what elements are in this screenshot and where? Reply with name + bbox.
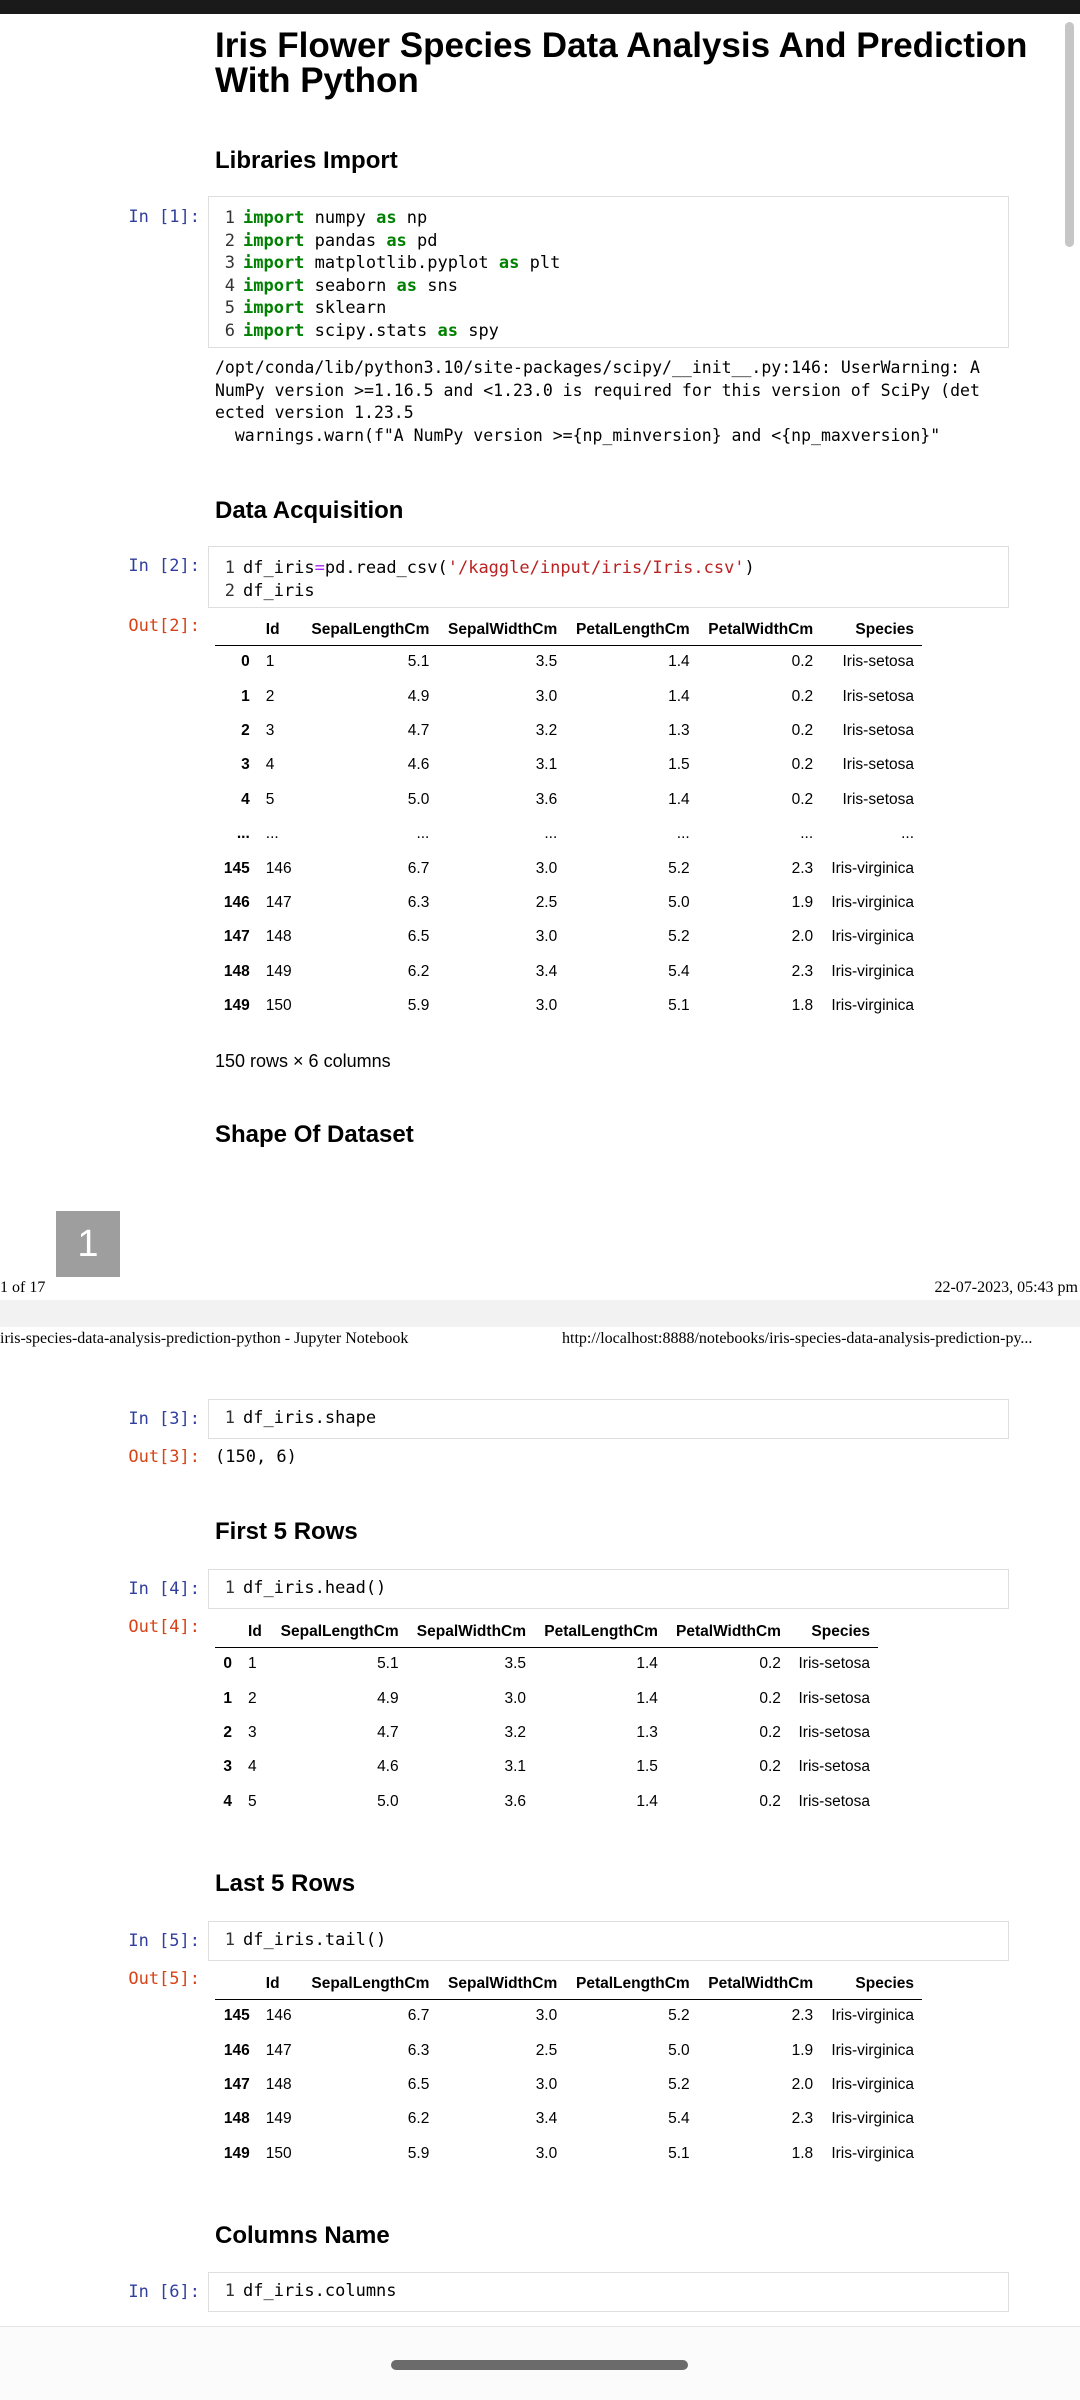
table-cell: 147 [265, 893, 292, 911]
row-index: 4 [223, 1792, 233, 1810]
line-number: 1 [224, 2281, 235, 2301]
table-cell: 3.2 [535, 721, 558, 739]
table-cell: 3.4 [535, 962, 558, 980]
row-index: 146 [223, 893, 250, 911]
table-cell: 4.6 [407, 756, 430, 774]
table-cell: 5.9 [407, 997, 430, 1015]
table-cell: 3.0 [535, 2144, 558, 2162]
column-header: Species [821, 1969, 922, 1999]
table-cell: 5.9 [407, 2144, 430, 2162]
table-cell: 1.4 [668, 653, 690, 671]
table-cell: 146 [265, 859, 292, 877]
table-cell: 5.2 [668, 928, 690, 946]
table-row [215, 1785, 878, 1819]
table-cell: 6.5 [407, 2075, 430, 2093]
dataframe-table-head [215, 1617, 878, 1819]
table-cell: 1.8 [791, 997, 814, 1015]
table-header-row [215, 1969, 922, 1999]
column-header: Species [821, 615, 922, 645]
code-keyword: import [243, 253, 305, 273]
table-cell: 3.0 [504, 1689, 527, 1707]
table-cell: 4.9 [377, 1689, 399, 1707]
table-cell: ... [416, 825, 430, 843]
table-cell: 3.2 [504, 1723, 527, 1741]
row-index: 147 [223, 928, 250, 946]
code-line [209, 230, 1008, 253]
print-doc-title: iris-species-data-analysis-prediction-python - Jupyter Notebook [0, 1330, 409, 1347]
output-prompt: Out[3]: [128, 1447, 200, 1467]
table-cell: Iris-setosa [842, 790, 914, 808]
table-cell: 6.2 [407, 962, 430, 980]
table-cell: 5.0 [377, 1792, 399, 1810]
table-cell: Iris-virginica [831, 2144, 914, 2162]
table-summary: 150 rows × 6 columns [215, 1051, 391, 1071]
code-line [209, 320, 1008, 343]
table-cell: 0.2 [791, 653, 814, 671]
table-row [215, 851, 922, 885]
code-text: sklearn [304, 298, 387, 318]
output-prompt: Out[4]: [128, 1617, 200, 1637]
table-row [215, 1999, 922, 2033]
column-header: PetalWidthCm [698, 1969, 821, 1999]
table-cell: 1.9 [791, 2041, 814, 2059]
table-row [215, 2068, 922, 2102]
table-row [215, 955, 922, 989]
input-prompt: In [2]: [128, 556, 200, 576]
table-row [215, 2102, 922, 2136]
code-text: numpy [304, 208, 377, 228]
table-cell: Iris-setosa [842, 721, 914, 739]
code-text: spy [457, 320, 499, 341]
table-cell: Iris-setosa [842, 687, 914, 705]
table-cell: 0.2 [791, 790, 814, 808]
output-prompt: Out[5]: [128, 1969, 200, 1989]
table-cell: Iris-virginica [831, 893, 914, 911]
table-row [215, 920, 922, 954]
table-cell: 5.1 [407, 653, 430, 671]
code-operator: = [314, 558, 325, 578]
table-cell: 150 [265, 997, 292, 1015]
code-cell-head[interactable] [208, 1569, 1009, 1609]
table-cell: 2.5 [535, 893, 558, 911]
row-index: 3 [241, 756, 250, 774]
code-text: df_iris [243, 558, 315, 578]
table-cell: 2.0 [791, 2075, 814, 2093]
section-heading-libraries: Libraries Import [215, 147, 398, 174]
table-header-row [215, 615, 922, 645]
table-cell: Iris-setosa [798, 1723, 870, 1741]
table-cell: Iris-setosa [842, 653, 914, 671]
column-header: SepalLengthCm [301, 615, 438, 645]
table-cell: Iris-setosa [798, 1689, 870, 1707]
table-cell: 6.5 [407, 928, 430, 946]
table-cell: 0.2 [791, 687, 814, 705]
column-header: SepalWidthCm [437, 1969, 565, 1999]
status-bar [0, 0, 1080, 14]
code-string: '/kaggle/input/iris/Iris.csv' [447, 558, 745, 578]
column-header: PetalLengthCm [534, 1617, 666, 1647]
column-header: Id [258, 1969, 301, 1999]
table-cell: 5.1 [668, 2144, 690, 2162]
table-cell: 5.0 [668, 893, 690, 911]
table-cell: 5 [248, 1792, 257, 1810]
table-cell: Iris-setosa [798, 1655, 870, 1673]
table-cell: 5.2 [668, 2007, 690, 2025]
table-cell: 6.7 [407, 2007, 430, 2025]
column-header: PetalWidthCm [698, 615, 821, 645]
output-prompt: Out[2]: [128, 616, 200, 636]
table-cell: 5.4 [668, 2110, 690, 2128]
dataframe-table-full [215, 615, 922, 1023]
code-text: pandas [304, 230, 387, 251]
table-cell: ... [800, 825, 814, 843]
table-cell: 2.3 [791, 2110, 814, 2128]
table-cell: ... [676, 825, 690, 843]
table-cell: 1.3 [636, 1723, 658, 1741]
table-cell: 4.9 [407, 687, 430, 705]
table-cell: Iris-virginica [831, 928, 914, 946]
table-cell: 150 [265, 2144, 292, 2162]
row-index: 4 [241, 790, 250, 808]
table-cell: Iris-virginica [831, 2110, 914, 2128]
table-cell: 1.4 [636, 1689, 658, 1707]
line-number: 1 [224, 558, 235, 578]
table-cell: 6.3 [407, 893, 430, 911]
input-prompt: In [1]: [128, 207, 200, 227]
table-cell: Iris-virginica [831, 997, 914, 1015]
table-cell: 1.5 [668, 756, 690, 774]
table-cell: 3.0 [535, 928, 558, 946]
code-keyword: as [376, 208, 397, 228]
line-number: 2 [224, 580, 235, 601]
page-number-badge: 1 [56, 1211, 120, 1277]
line-number: 1 [224, 1578, 235, 1598]
code-text: df_iris.head() [243, 1578, 387, 1598]
code-text: np [396, 208, 428, 228]
code-keyword: import [243, 275, 305, 296]
table-cell: 6.7 [407, 859, 430, 877]
table-cell: ... [901, 825, 914, 843]
table-row [215, 1716, 878, 1750]
column-header: Id [240, 1617, 270, 1647]
code-cell-read-csv[interactable] [208, 546, 1009, 608]
code-text: pd [406, 230, 438, 251]
table-cell: 2.0 [791, 928, 814, 946]
table-cell: Iris-virginica [831, 2075, 914, 2093]
index-header [215, 615, 258, 645]
table-cell: Iris-setosa [798, 1758, 870, 1776]
table-row [215, 989, 922, 1023]
line-number: 5 [224, 298, 235, 318]
table-cell: 3.0 [535, 997, 558, 1015]
line-number: 3 [224, 253, 235, 273]
table-header-row [215, 1617, 878, 1647]
page-separator [0, 1300, 1080, 1327]
table-row [215, 2137, 922, 2171]
table-row [215, 1647, 878, 1681]
table-cell: 146 [265, 2007, 292, 2025]
row-index: 1 [223, 1689, 233, 1707]
table-cell: 4 [248, 1758, 257, 1776]
index-header [215, 1969, 258, 1999]
table-row [215, 714, 922, 748]
section-heading-acquisition: Data Acquisition [215, 497, 404, 524]
row-index: 0 [241, 653, 250, 671]
column-header: SepalWidthCm [437, 615, 565, 645]
input-prompt: In [4]: [128, 1579, 200, 1599]
column-header: SepalWidthCm [407, 1617, 534, 1647]
table-cell: 148 [265, 2075, 292, 2093]
table-cell: 1.4 [636, 1655, 658, 1673]
table-cell: 6.2 [407, 2110, 430, 2128]
code-text: scipy.stats [304, 320, 438, 341]
table-cell: 0.2 [759, 1723, 781, 1741]
table-cell: 2.3 [791, 2007, 814, 2025]
table-cell: 0.2 [759, 1758, 781, 1776]
code-cell-columns[interactable] [208, 2272, 1009, 2312]
code-line [209, 207, 1008, 230]
table-cell: 5.1 [377, 1655, 399, 1673]
row-index: 147 [223, 2075, 250, 2093]
table-cell: 149 [265, 2110, 292, 2128]
input-prompt: In [5]: [128, 1931, 200, 1951]
code-line [209, 297, 1008, 320]
table-cell: 148 [265, 928, 292, 946]
row-index: 2 [223, 1723, 233, 1741]
table-cell: 3.6 [504, 1792, 527, 1810]
row-index: ... [236, 825, 250, 843]
line-number: 6 [224, 320, 235, 341]
row-index: 149 [223, 2144, 250, 2162]
table-cell: 2.3 [791, 859, 814, 877]
table-cell: 2 [248, 1689, 257, 1707]
code-text: matplotlib.pyplot [304, 253, 499, 273]
column-header: SepalLengthCm [301, 1969, 438, 1999]
table-cell: ... [265, 825, 279, 843]
warning-output: /opt/conda/lib/python3.10/site-packages/scipy/__init__.py:146: UserWarning: A NumPy version >=1.16.5 and <1.23.0 is required for this version of SciPy (det ected version 1.23.5 warnings.warn(f"A NumPy version >={np_minversion} and <{np_maxversion}" [215, 358, 980, 445]
code-text: plt [519, 253, 561, 273]
table-cell: Iris-setosa [798, 1792, 870, 1810]
table-cell: 0.2 [759, 1792, 781, 1810]
row-index: 148 [223, 962, 250, 980]
table-row [215, 817, 922, 851]
code-cell-shape[interactable] [208, 1399, 1009, 1439]
row-index: 2 [241, 721, 250, 739]
code-text: sns [417, 275, 458, 296]
table-cell: 3.0 [535, 2007, 558, 2025]
table-row [215, 2033, 922, 2067]
section-heading-shape: Shape Of Dataset [215, 1121, 414, 1148]
code-keyword: as [498, 253, 520, 273]
table-cell: 5.2 [668, 859, 690, 877]
code-text: pd.read_csv( [324, 558, 448, 578]
row-index: 145 [223, 2007, 250, 2025]
table-cell: 0.2 [791, 756, 814, 774]
table-cell: ... [544, 825, 558, 843]
code-text: df_iris.columns [243, 2281, 397, 2301]
column-header: Species [789, 1617, 878, 1647]
table-cell: 1.4 [668, 790, 690, 808]
table-cell: 147 [265, 2041, 292, 2059]
table-row [215, 1681, 878, 1715]
code-keyword: import [243, 320, 305, 341]
code-line [209, 275, 1008, 298]
table-cell: 2.5 [535, 2041, 558, 2059]
line-number: 1 [224, 208, 235, 228]
table-cell: 1 [248, 1655, 257, 1673]
table-row [215, 783, 922, 817]
code-cell-imports[interactable] [208, 196, 1009, 348]
index-header [215, 1617, 240, 1647]
row-index: 145 [223, 859, 250, 877]
table-cell: 5.2 [668, 2075, 690, 2093]
table-cell: 5.0 [668, 2041, 690, 2059]
print-url: http://localhost:8888/notebooks/iris-species-data-analysis-prediction-py... [562, 1330, 1033, 1347]
input-prompt: In [3]: [128, 1409, 200, 1429]
table-cell: 1.5 [636, 1758, 658, 1776]
table-cell: 3 [265, 721, 275, 739]
table-cell: 5 [265, 790, 275, 808]
table-cell: 3.4 [535, 2110, 558, 2128]
code-text: df_iris.tail() [243, 1930, 387, 1950]
table-row [215, 1750, 878, 1784]
table-cell: 4.6 [377, 1758, 399, 1776]
table-row [215, 748, 922, 782]
table-cell: 1.3 [668, 721, 690, 739]
section-heading-columns: Columns Name [215, 2222, 390, 2249]
code-keyword: import [243, 208, 305, 228]
table-cell: 2 [265, 687, 275, 705]
table-cell: Iris-virginica [831, 2007, 914, 2025]
column-header: PetalWidthCm [666, 1617, 789, 1647]
table-cell: 1.4 [668, 687, 690, 705]
code-keyword: import [243, 230, 305, 251]
code-keyword: as [437, 320, 458, 341]
table-cell: 3.5 [535, 653, 558, 671]
table-row [215, 645, 922, 679]
table-cell: Iris-virginica [831, 2041, 914, 2059]
line-number: 1 [224, 1408, 235, 1428]
table-cell: Iris-setosa [842, 756, 914, 774]
row-index: 149 [223, 997, 250, 1015]
table-cell: 3 [248, 1723, 257, 1741]
table-cell: 1 [265, 653, 275, 671]
section-heading-last5: Last 5 Rows [215, 1870, 356, 1897]
home-indicator[interactable] [391, 2360, 688, 2370]
print-timestamp: 22-07-2023, 05:43 pm [934, 1279, 1078, 1296]
table-cell: 3.5 [504, 1655, 527, 1673]
table-cell: Iris-virginica [831, 962, 914, 980]
table-cell: 0.2 [791, 721, 814, 739]
table-cell: 2.3 [791, 962, 814, 980]
table-cell: Iris-virginica [831, 859, 914, 877]
row-index: 0 [223, 1655, 233, 1673]
column-header: PetalLengthCm [565, 615, 697, 645]
table-cell: 4 [265, 756, 275, 774]
line-number: 1 [224, 1930, 235, 1950]
code-text: df_iris [243, 580, 315, 601]
row-index: 146 [223, 2041, 250, 2059]
code-text: seaborn [304, 275, 397, 296]
row-index: 148 [223, 2110, 250, 2128]
table-cell: 4.7 [407, 721, 430, 739]
table-cell: 1.4 [636, 1792, 658, 1810]
table-row [215, 886, 922, 920]
shape-output: (150, 6) [215, 1447, 297, 1467]
dataframe-table-tail [215, 1969, 922, 2171]
code-keyword: as [386, 230, 407, 251]
code-cell-tail[interactable] [208, 1921, 1009, 1961]
table-cell: 3.1 [504, 1758, 527, 1776]
table-cell: 1.9 [791, 893, 814, 911]
column-header: SepalLengthCm [270, 1617, 406, 1647]
table-cell: 5.0 [407, 790, 430, 808]
code-keyword: import [243, 298, 305, 318]
table-row [215, 679, 922, 713]
code-text: ) [744, 558, 755, 578]
table-cell: 0.2 [759, 1689, 781, 1707]
line-number: 2 [224, 230, 235, 251]
table-cell: 3.0 [535, 2075, 558, 2093]
column-header: Id [258, 615, 301, 645]
page-count: 1 of 17 [0, 1279, 46, 1296]
line-number: 4 [224, 275, 235, 296]
table-cell: 5.4 [668, 962, 690, 980]
input-prompt: In [6]: [128, 2282, 200, 2302]
table-cell: 3.0 [535, 859, 558, 877]
code-text: df_iris.shape [243, 1408, 377, 1428]
table-cell: 4.7 [377, 1723, 399, 1741]
code-keyword: as [396, 275, 418, 296]
table-cell: 1.8 [791, 2144, 814, 2162]
row-index: 3 [223, 1758, 233, 1776]
code-line [209, 252, 1008, 275]
section-heading-first5: First 5 Rows [215, 1518, 358, 1545]
column-header: PetalLengthCm [565, 1969, 697, 1999]
table-cell: 0.2 [759, 1655, 781, 1673]
notebook-title: Iris Flower Species Data Analysis And Prediction With Python [215, 26, 1028, 100]
table-cell: 3.1 [535, 756, 558, 774]
table-cell: 149 [265, 962, 292, 980]
table-cell: 6.3 [407, 2041, 430, 2059]
table-cell: 5.1 [668, 997, 690, 1015]
table-cell: 3.0 [535, 687, 558, 705]
row-index: 1 [241, 687, 250, 705]
table-cell: 3.6 [535, 790, 558, 808]
